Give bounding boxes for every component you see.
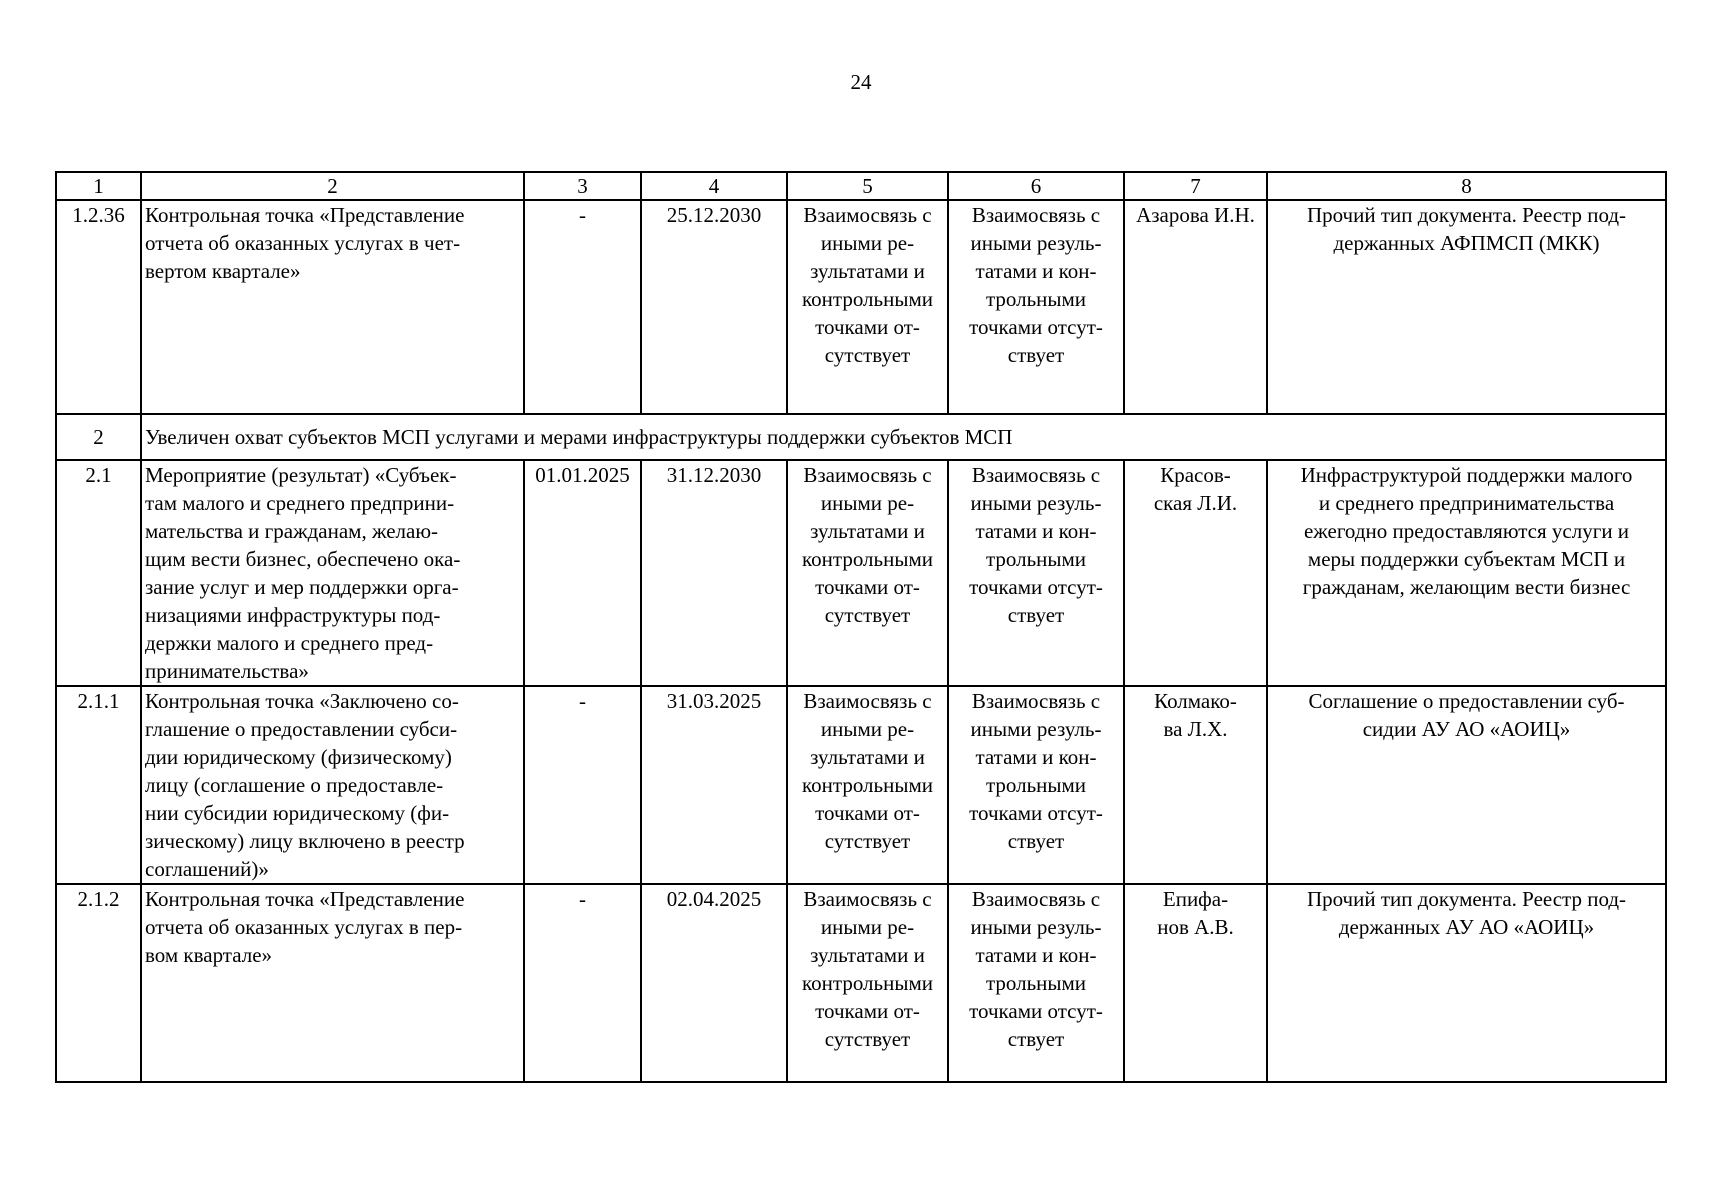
row-number: 1.2.36 xyxy=(56,200,141,414)
header-row xyxy=(56,172,1666,200)
document-type: Прочий тип документа. Реестр под- держанных АФПМСП (МКК) xyxy=(1267,200,1666,414)
document-type: Прочий тип документа. Реестр под- держанных АУ АО «АОИЦ» xyxy=(1267,884,1666,1082)
relation-col5: Взаимосвязь с иными ре- зультатами и контрольными точками от- сутствует xyxy=(787,884,948,1082)
row-name: Мероприятие (результат) «Субъек- там малого и среднего предприни- мательства и гражданам, желаю- щим вести бизнес, обеспечено ока- зание услуг и мер поддержки орга- низациями инфраструктуры под- держки малого и среднего пред- принимательства» xyxy=(141,460,524,686)
start-date: - xyxy=(524,686,641,884)
section-title: Увеличен охват субъектов МСП услугами и мерами инфраструктуры поддержки субъектов МСП xyxy=(141,414,1666,460)
header-cell: 8 xyxy=(1267,172,1666,200)
start-date: - xyxy=(524,200,641,414)
document-type: Инфраструктурой поддержки малого и среднего предпринимательства ежегодно предоставляются услуги и меры поддержки субъектам МСП и гражданам, желающим вести бизнес xyxy=(1267,460,1666,686)
end-date: 31.03.2025 xyxy=(641,686,787,884)
header-cell: 6 xyxy=(948,172,1124,200)
row-name: Контрольная точка «Заключено со- глашение о предоставлении субси- дии юридическому (физическому) лицу (соглашение о предоставле- нии субсидии юридическому (фи- зическому) лицу включено в реестр соглашений)» xyxy=(141,686,524,884)
plan-table xyxy=(55,171,1667,1083)
header-cell: 2 xyxy=(141,172,524,200)
row-number: 2.1 xyxy=(56,460,141,686)
responsible: Колмако- ва Л.Х. xyxy=(1124,686,1267,884)
relation-col5: Взаимосвязь с иными ре- зультатами и контрольными точками от- сутствует xyxy=(787,686,948,884)
row-name: Контрольная точка «Представление отчета об оказанных услугах в пер- вом квартале» xyxy=(141,884,524,1082)
table-row xyxy=(56,686,1666,884)
section-row xyxy=(56,414,1666,460)
relation-col6: Взаимосвязь с иными резуль- татами и кон- трольными точками отсут- ствует xyxy=(948,460,1124,686)
table-row xyxy=(56,460,1666,686)
table-row xyxy=(56,884,1666,1082)
row-number: 2.1.1 xyxy=(56,686,141,884)
header-cell: 7 xyxy=(1124,172,1267,200)
relation-col5: Взаимосвязь с иными ре- зультатами и контрольными точками от- сутствует xyxy=(787,460,948,686)
end-date: 25.12.2030 xyxy=(641,200,787,414)
relation-col6: Взаимосвязь с иными резуль- татами и кон- трольными точками отсут- ствует xyxy=(948,884,1124,1082)
end-date: 02.04.2025 xyxy=(641,884,787,1082)
row-number: 2 xyxy=(56,414,141,460)
relation-col5: Взаимосвязь с иными ре- зультатами и контрольными точками от- сутствует xyxy=(787,200,948,414)
responsible: Епифа- нов А.В. xyxy=(1124,884,1267,1082)
document-type: Соглашение о предоставлении суб- сидии АУ АО «АОИЦ» xyxy=(1267,686,1666,884)
table-row xyxy=(56,200,1666,414)
header-cell: 3 xyxy=(524,172,641,200)
responsible: Красов- ская Л.И. xyxy=(1124,460,1267,686)
end-date: 31.12.2030 xyxy=(641,460,787,686)
row-name: Контрольная точка «Представление отчета об оказанных услугах в чет- вертом квартале» xyxy=(141,200,524,414)
relation-col6: Взаимосвязь с иными резуль- татами и кон- трольными точками отсут- ствует xyxy=(948,686,1124,884)
header-cell: 4 xyxy=(641,172,787,200)
start-date: - xyxy=(524,884,641,1082)
header-cell: 5 xyxy=(787,172,948,200)
header-cell: 1 xyxy=(56,172,141,200)
start-date: 01.01.2025 xyxy=(524,460,641,686)
responsible: Азарова И.Н. xyxy=(1124,200,1267,414)
relation-col6: Взаимосвязь с иными резуль- татами и кон- трольными точками отсут- ствует xyxy=(948,200,1124,414)
page-number: 24 xyxy=(850,70,872,94)
row-number: 2.1.2 xyxy=(56,884,141,1082)
